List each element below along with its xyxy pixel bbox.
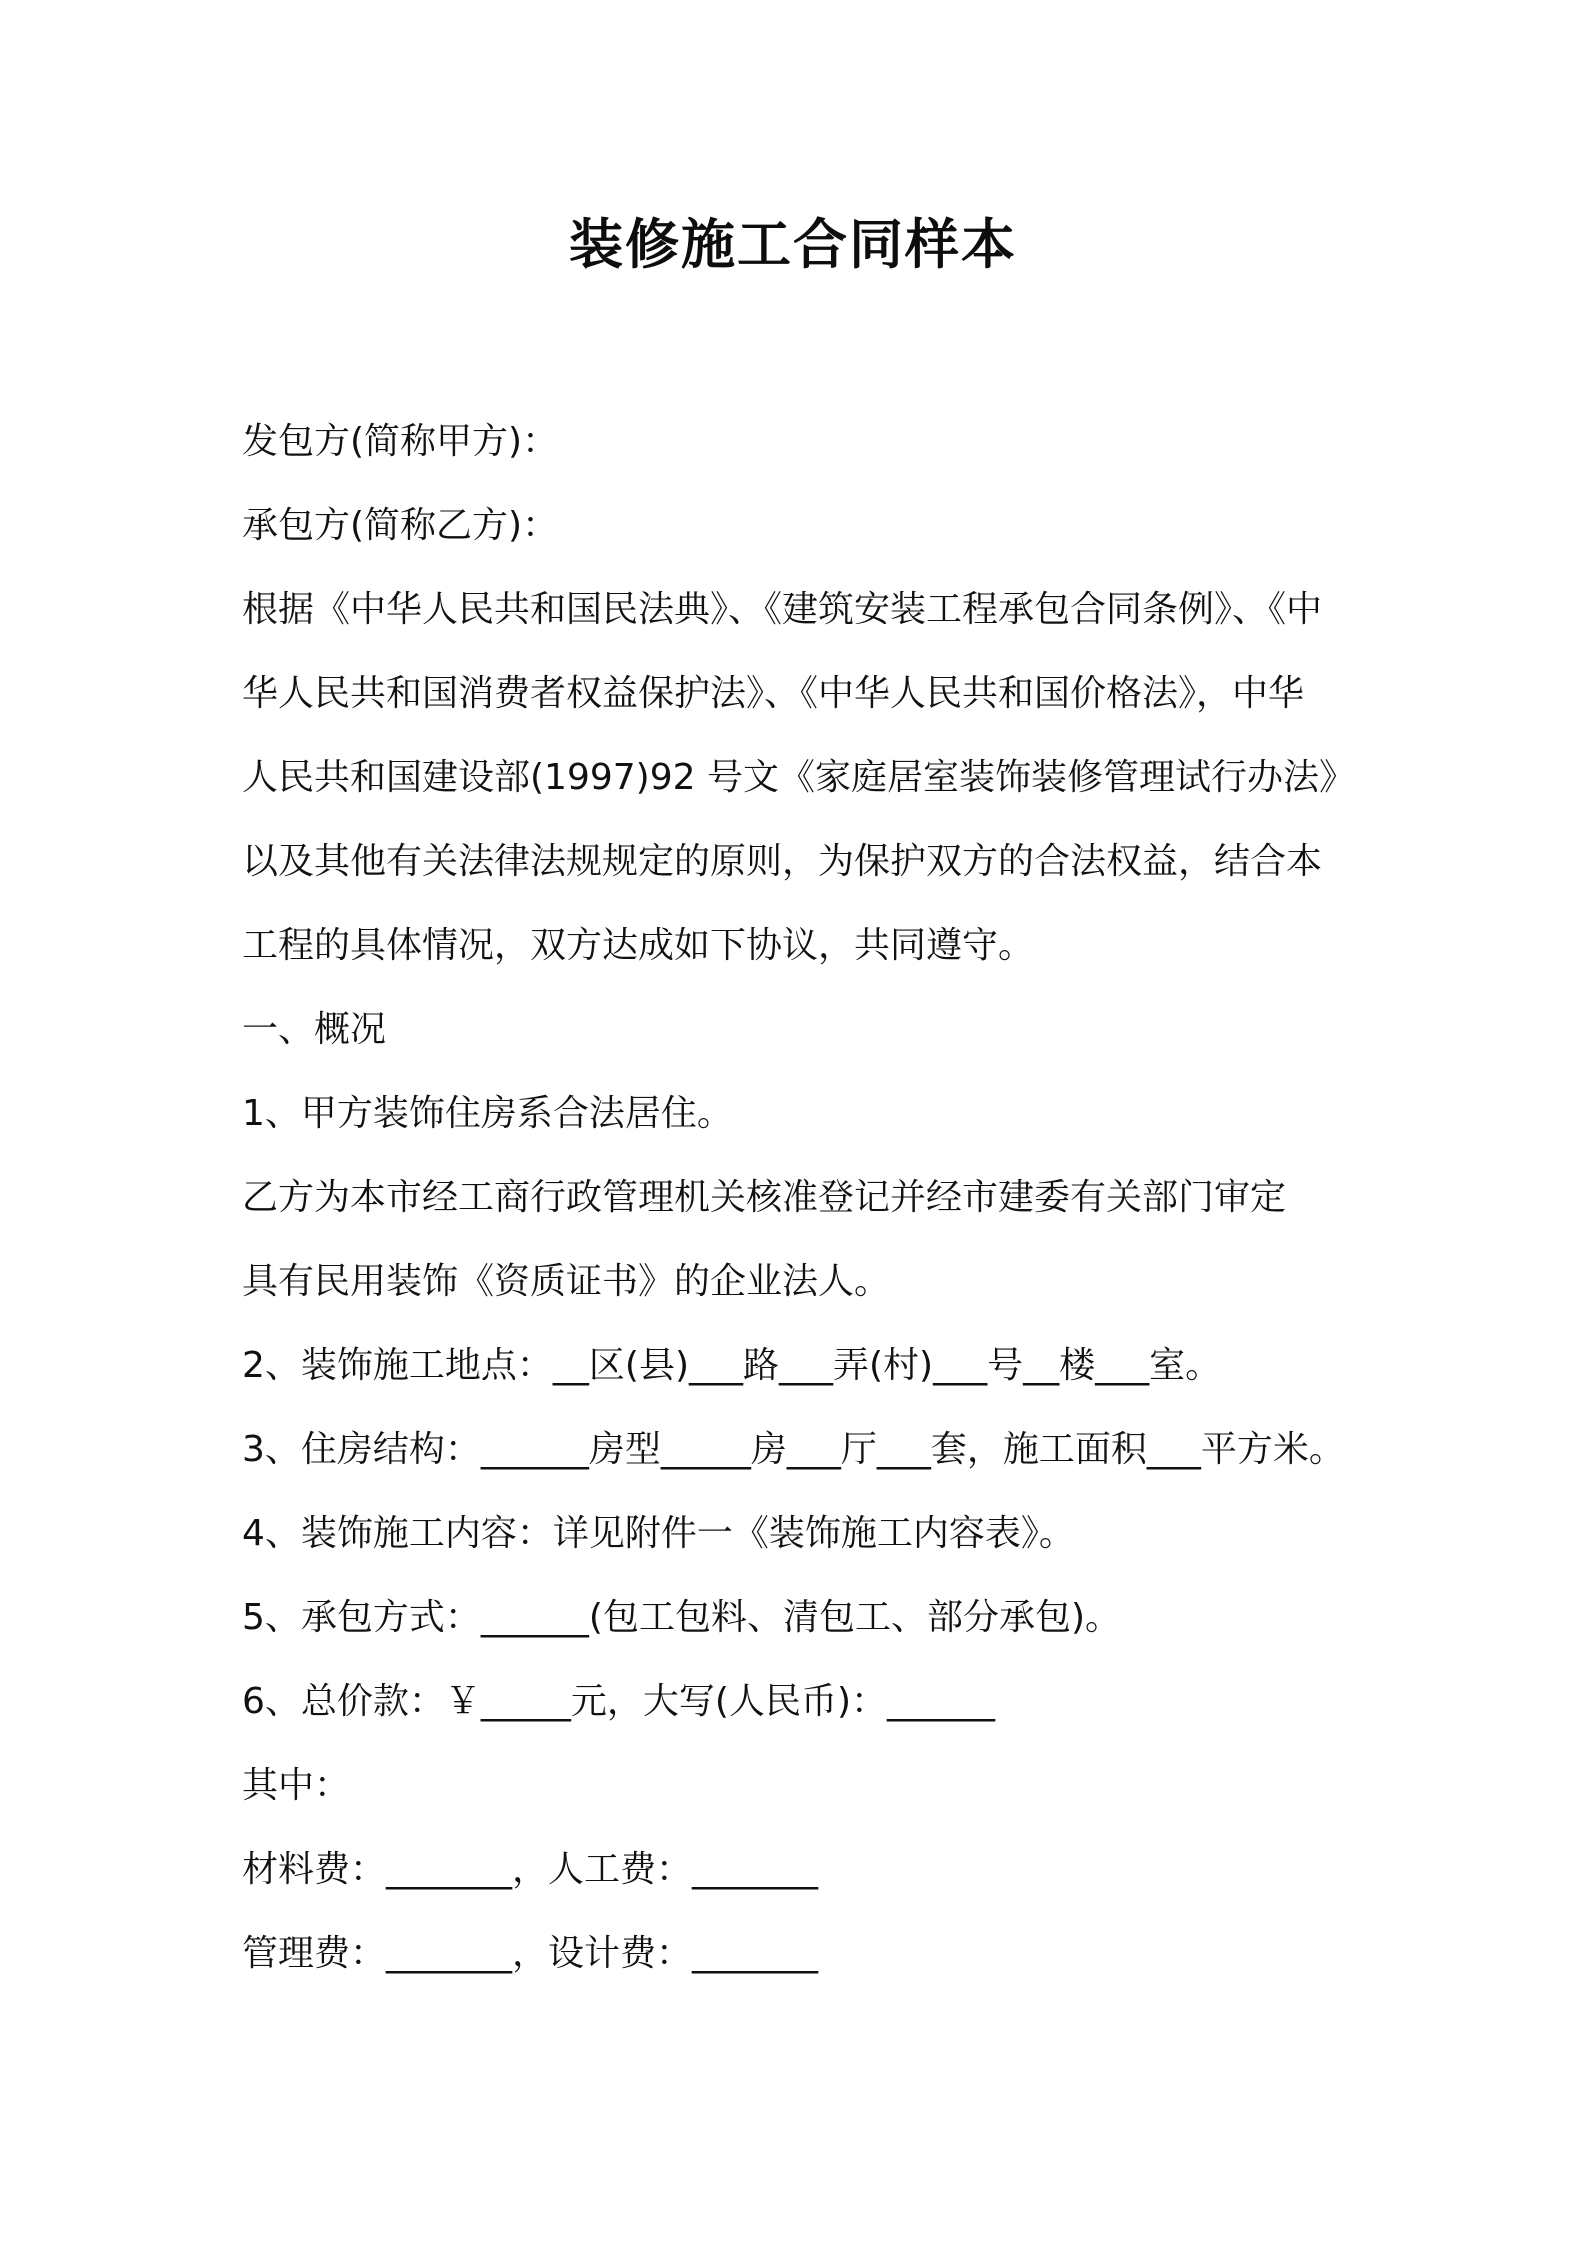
clause-line: 4、装饰施工内容：详见附件一《装饰施工内容表》。 — [242, 1513, 1075, 1554]
fee-line: 管理费：_______，设计费：_______ — [242, 1933, 819, 1974]
preamble-line: 华人民共和国消费者权益保护法》、《中华人民共和国价格法》，中华 — [242, 673, 1305, 714]
clause-line: 1、甲方装饰住房系合法居住。 — [242, 1093, 733, 1134]
clause-line: 其中： — [242, 1765, 351, 1806]
contract-body — [242, 400, 1382, 1996]
fee-line: 材料费：_______，人工费：_______ — [242, 1849, 819, 1890]
clause-line: 3、住房结构：______房型_____房___厅___套，施工面积___平方米。 — [242, 1429, 1345, 1470]
clause-line: 6、总价款：￥_____元，大写(人民币)：______ — [242, 1681, 995, 1722]
clause-line: 5、承包方式：______(包工包料、清包工、部分承包)。 — [242, 1597, 1121, 1638]
preamble-line: 工程的具体情况，双方达成如下协议，共同遵守。 — [242, 925, 1035, 966]
preamble-line: 根据《中华人民共和国民法典》、《建筑安装工程承包合同条例》、《中 — [242, 589, 1323, 630]
party-a-line: 发包方(简称甲方)： — [242, 421, 559, 462]
clause-line: 乙方为本市经工商行政管理机关核准登记并经市建委有关部门审定 — [242, 1177, 1287, 1218]
clause-line: 2、装饰施工地点：__区(县)___路___弄(村)___号__楼___室。 — [242, 1345, 1222, 1386]
preamble-line: 以及其他有关法律法规规定的原则，为保护双方的合法权益，结合本 — [242, 841, 1323, 882]
clause-line: 具有民用装饰《资质证书》的企业法人。 — [242, 1261, 891, 1302]
party-b-line: 承包方(简称乙方)： — [242, 505, 559, 546]
section-heading: 一、概况 — [242, 1009, 387, 1050]
document-title: 装修施工合同样本 — [569, 213, 1017, 276]
preamble-line: 人民共和国建设部(1997)92 号文《家庭居室装饰装修管理试行办法》 — [242, 757, 1355, 798]
